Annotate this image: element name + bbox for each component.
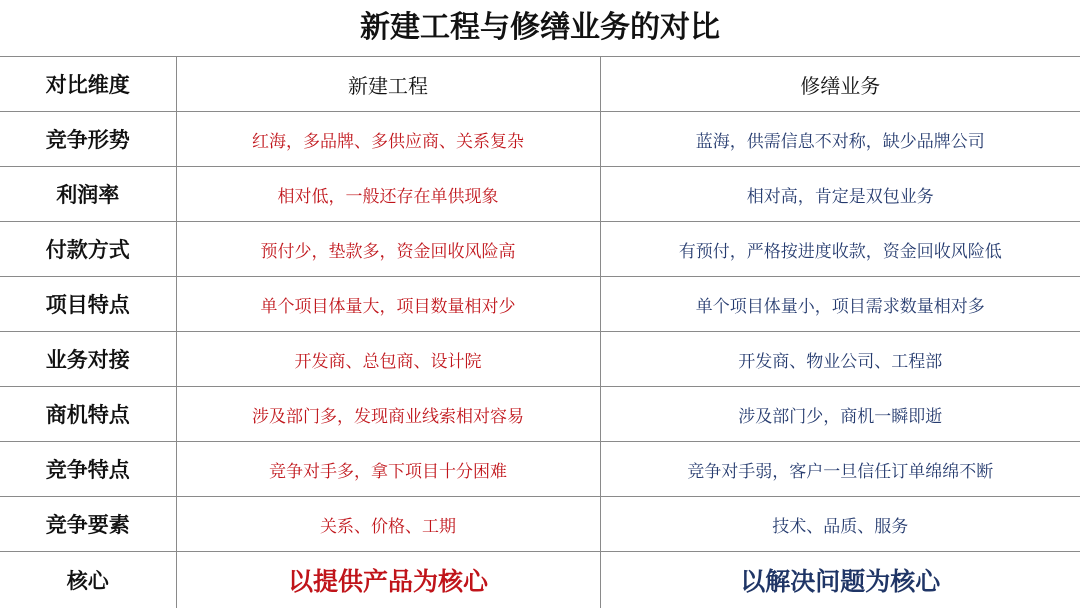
row-repair-business: 竞争对手弱，客户一旦信任订单绵绵不断 <box>600 442 1080 497</box>
row-new-construction: 开发商、总包商、设计院 <box>176 332 600 387</box>
table-row <box>0 497 1080 552</box>
row-new-construction: 涉及部门多，发现商业线索相对容易 <box>176 387 600 442</box>
page-title: 新建工程与修缮业务的对比 <box>360 10 720 45</box>
comparison-table <box>0 56 1080 608</box>
core-repair-business: 以解决问题为核心 <box>600 552 1080 608</box>
row-repair-business: 单个项目体量小，项目需求数量相对多 <box>600 277 1080 332</box>
row-repair-business: 涉及部门少，商机一瞬即逝 <box>600 387 1080 442</box>
row-dimension: 核心 <box>0 552 176 608</box>
table-row <box>0 332 1080 387</box>
header-repair-business: 修缮业务 <box>600 57 1080 112</box>
row-repair-business: 蓝海，供需信息不对称，缺少品牌公司 <box>600 112 1080 167</box>
row-repair-business: 开发商、物业公司、工程部 <box>600 332 1080 387</box>
row-new-construction: 预付少，垫款多，资金回收风险高 <box>176 222 600 277</box>
row-dimension: 付款方式 <box>0 222 176 277</box>
row-new-construction: 单个项目体量大，项目数量相对少 <box>176 277 600 332</box>
header-new-construction: 新建工程 <box>176 57 600 112</box>
table-header-row <box>0 57 1080 112</box>
table-row <box>0 222 1080 277</box>
row-repair-business: 技术、品质、服务 <box>600 497 1080 552</box>
row-repair-business: 有预付，严格按进度收款，资金回收风险低 <box>600 222 1080 277</box>
header-dimension: 对比维度 <box>0 57 176 112</box>
table-row <box>0 387 1080 442</box>
row-dimension: 商机特点 <box>0 387 176 442</box>
table-row <box>0 167 1080 222</box>
row-dimension: 竞争要素 <box>0 497 176 552</box>
row-new-construction: 关系、价格、工期 <box>176 497 600 552</box>
table-row <box>0 442 1080 497</box>
row-dimension: 业务对接 <box>0 332 176 387</box>
row-dimension: 竞争形势 <box>0 112 176 167</box>
table-row <box>0 112 1080 167</box>
table-row <box>0 277 1080 332</box>
row-repair-business: 相对高，肯定是双包业务 <box>600 167 1080 222</box>
core-new-construction: 以提供产品为核心 <box>176 552 600 608</box>
row-new-construction: 红海，多品牌、多供应商、关系复杂 <box>176 112 600 167</box>
row-new-construction: 竞争对手多，拿下项目十分困难 <box>176 442 600 497</box>
row-dimension: 利润率 <box>0 167 176 222</box>
core-row <box>0 552 1080 608</box>
row-new-construction: 相对低，一般还存在单供现象 <box>176 167 600 222</box>
row-dimension: 竞争特点 <box>0 442 176 497</box>
row-dimension: 项目特点 <box>0 277 176 332</box>
